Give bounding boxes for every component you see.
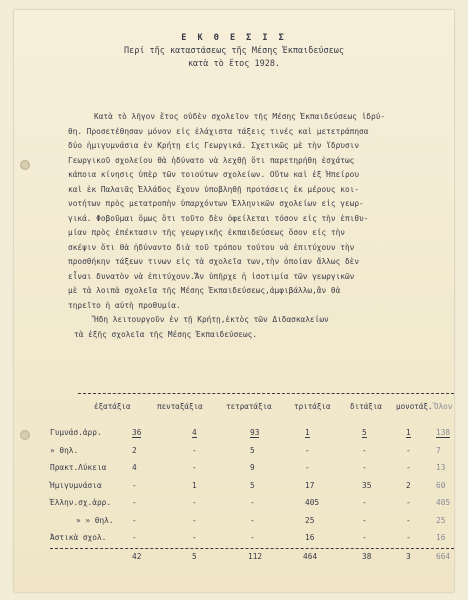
table-cell: 5 [250, 480, 255, 490]
table-cell: 60 [436, 480, 446, 490]
table-cell: 2 [406, 480, 411, 490]
table-cell: - [305, 445, 310, 455]
table-cell: 5 [250, 445, 255, 455]
table-cell: 93 [250, 428, 260, 437]
column-header: μονοτάξ. [396, 402, 433, 411]
table-row [50, 498, 454, 516]
table-cell: - [132, 515, 137, 525]
row-label: Γυμνάσ.ἀρρ. [50, 428, 102, 437]
text-line: θη. Προσετέθησαν μόνον εἰς ἐλάχιστα τάξεις τινές καὶ μετετράπησα [68, 126, 369, 136]
table-cell: 1 [406, 428, 411, 437]
table-cell: - [192, 445, 197, 455]
text-line: δύο ἡμιγυμνάσια ἐν Κρήτῃ εἰς Γεωργικά. Σχετικῶς μὲ τὴν ἵδρυσιν [68, 141, 360, 150]
text-line: Ἤδη λειτουργοῦν ἐν τῇ Κρήτῃ,ἐκτὸς τῶν Διδασκαλείων [94, 315, 329, 324]
row-label: Ἑλλην.σχ.ἀρρ. [50, 498, 112, 507]
table-cell: - [132, 480, 137, 490]
table-cell: 16 [305, 533, 315, 542]
table-cell: - [132, 533, 137, 542]
text-line: τὰ ἑξῆς σχολεῖα τῆς Μέσης Ἐκπαιδεύσεως. [74, 329, 258, 339]
table-cell: - [250, 515, 255, 525]
document-subtitle: Περί τῆς καταστάσεως τῆς Μέσης Ἐκπαιδεύσεως [123, 46, 345, 56]
column-header: Ὅλον [434, 402, 453, 411]
table-cell: 138 [436, 428, 451, 437]
table-top-rule [78, 393, 454, 394]
table-cell: - [305, 463, 310, 472]
punch-hole [20, 430, 30, 440]
totals-rule [50, 548, 454, 549]
table-cell: - [406, 463, 411, 472]
text-line: τηρεῖτο ἡ αὐτὴ προθυμία. [68, 300, 181, 310]
text-line: προσθήκην τάξεων τινων εἰς τὰ σχολεῖα των,τὴν ὁποίαν ἄλλως δὲν [68, 257, 360, 266]
table-cell: 36 [132, 428, 142, 437]
total-cell: 3 [406, 552, 411, 561]
table-cell: - [362, 515, 367, 525]
column-header: διτάξια [350, 402, 383, 411]
table-cell: 13 [436, 463, 446, 472]
text-line: μὲ τὰ λοιπὰ σχολεῖα τῆς Μέσης Ἐκπαιδεύσεως,ἀμφιβάλλω,ἂν θὰ [68, 286, 341, 295]
table-cell: - [192, 515, 197, 525]
table-cell: - [406, 533, 411, 542]
document-header [14, 32, 454, 71]
table-cell: - [132, 498, 137, 507]
table-cell: - [406, 515, 411, 525]
table-cell: - [192, 533, 197, 542]
table-cell: - [362, 498, 367, 507]
table-cell: 405 [305, 498, 320, 507]
table-cell: - [362, 533, 367, 542]
table-cell: 5 [362, 428, 367, 437]
table-cell: 35 [362, 480, 372, 490]
table-cell: - [192, 498, 197, 507]
table-cell: 16 [436, 533, 446, 542]
table-cell: 1 [192, 480, 197, 490]
text-line: νοτήτων πρὸς μετατροπὴν ὑπαρχόντων Ἑλληνικῶν σχολείων εἰς γεωρ- [68, 199, 364, 208]
table-cell: - [362, 463, 367, 472]
table-row [50, 446, 454, 464]
paper-sheet [14, 10, 454, 592]
table-row [50, 481, 454, 499]
text-line: καὶ ἐκ Παλαιᾶς Ἑλλάδος ἔχουν ὑποβληθῇ προτάσεις ἐκ μέρους κοι- [68, 184, 360, 194]
total-cell: 464 [303, 552, 318, 561]
row-label: » θηλ. [50, 445, 79, 455]
text-line: Γεωργικοῦ σχολείου θὰ ἠδύνατο νὰ λεχθῇ ὅτι παρετηρήθη ἐσχάτως [68, 155, 355, 165]
total-cell: 5 [192, 552, 197, 561]
schools-table [50, 428, 454, 551]
totals-row [50, 552, 454, 566]
text-line: γικά. Φοβοῦμαι ὅμως ὅτι τοῦτο δὲν ὀφείλεται τόσον εἰς τὴν ἐπιθυ- [68, 213, 369, 223]
table-cell: 4 [192, 428, 197, 437]
punch-hole [20, 160, 30, 170]
column-header: τριτάξια [294, 402, 331, 411]
table-cell: 17 [305, 480, 315, 490]
text-line: σκέψιν ὅτι θὰ ἠδύναντο διὰ τοῦ τρόπου τούτου νὰ ἐπιτύχουν τὴν [68, 242, 355, 252]
table-row [50, 463, 454, 481]
table-cell: - [250, 533, 255, 542]
column-header: πενταξάξια [157, 402, 203, 411]
document-title: Ε Κ Θ Ε Σ Ι Σ [181, 33, 287, 43]
report-body [68, 110, 448, 342]
document-period: κατὰ τὸ ἔτος 1928. [187, 59, 281, 69]
table-cell: 7 [436, 445, 441, 455]
table-cell: - [250, 498, 255, 507]
row-label: » » θηλ. [76, 515, 114, 525]
table-row [50, 516, 454, 534]
table-cell: - [406, 445, 411, 455]
total-cell: 38 [362, 552, 372, 561]
table-cell: 2 [132, 445, 137, 455]
total-cell: 112 [248, 552, 263, 561]
text-line: κάποια κίνησις ὑπὲρ τῶν τοιούτων σχολείων. Οὕτω καὶ ἐξ Ἠπείρου [68, 170, 360, 179]
table-cell: 1 [305, 428, 310, 437]
text-line: Κατὰ τὸ λῆγον ἔτος οὐδὲν σχολεῖον τῆς Μέσης Ἐκπαιδεύσεως ἱδρύ- [94, 112, 386, 121]
table-cell: - [406, 498, 411, 507]
table-cell: - [362, 445, 367, 455]
table-cell: 9 [250, 463, 255, 472]
column-header: ἑξατάξια [94, 402, 131, 411]
total-cell: 664 [436, 552, 451, 561]
table-cell: 405 [436, 498, 451, 507]
table-cell: 25 [305, 515, 315, 525]
text-line: εἶναι δυνατὸν νὰ ἐπιτύχουν.Ἄν ὑπῆρχε ἡ ἰσοτιμία τῶν γεωργικῶν [68, 271, 355, 281]
row-label: Ἀστικὰ σχολ. [50, 533, 107, 542]
text-line: μίαν πρὸς ἐπέκτασιν τῆς γεωργικῆς ἐκπαιδεύσεως ὅσον εἰς τὴν [68, 228, 345, 237]
column-header: τετρατάξια [226, 402, 272, 411]
table-cell: 4 [132, 463, 137, 472]
row-label: Πρακτ.Λύκεια [50, 463, 107, 472]
table-cell: - [192, 463, 197, 472]
row-label: Ἡμιγυμνάσια [50, 480, 102, 490]
table-cell: 25 [436, 515, 446, 525]
table-row [50, 428, 454, 446]
total-cell: 42 [132, 552, 142, 561]
